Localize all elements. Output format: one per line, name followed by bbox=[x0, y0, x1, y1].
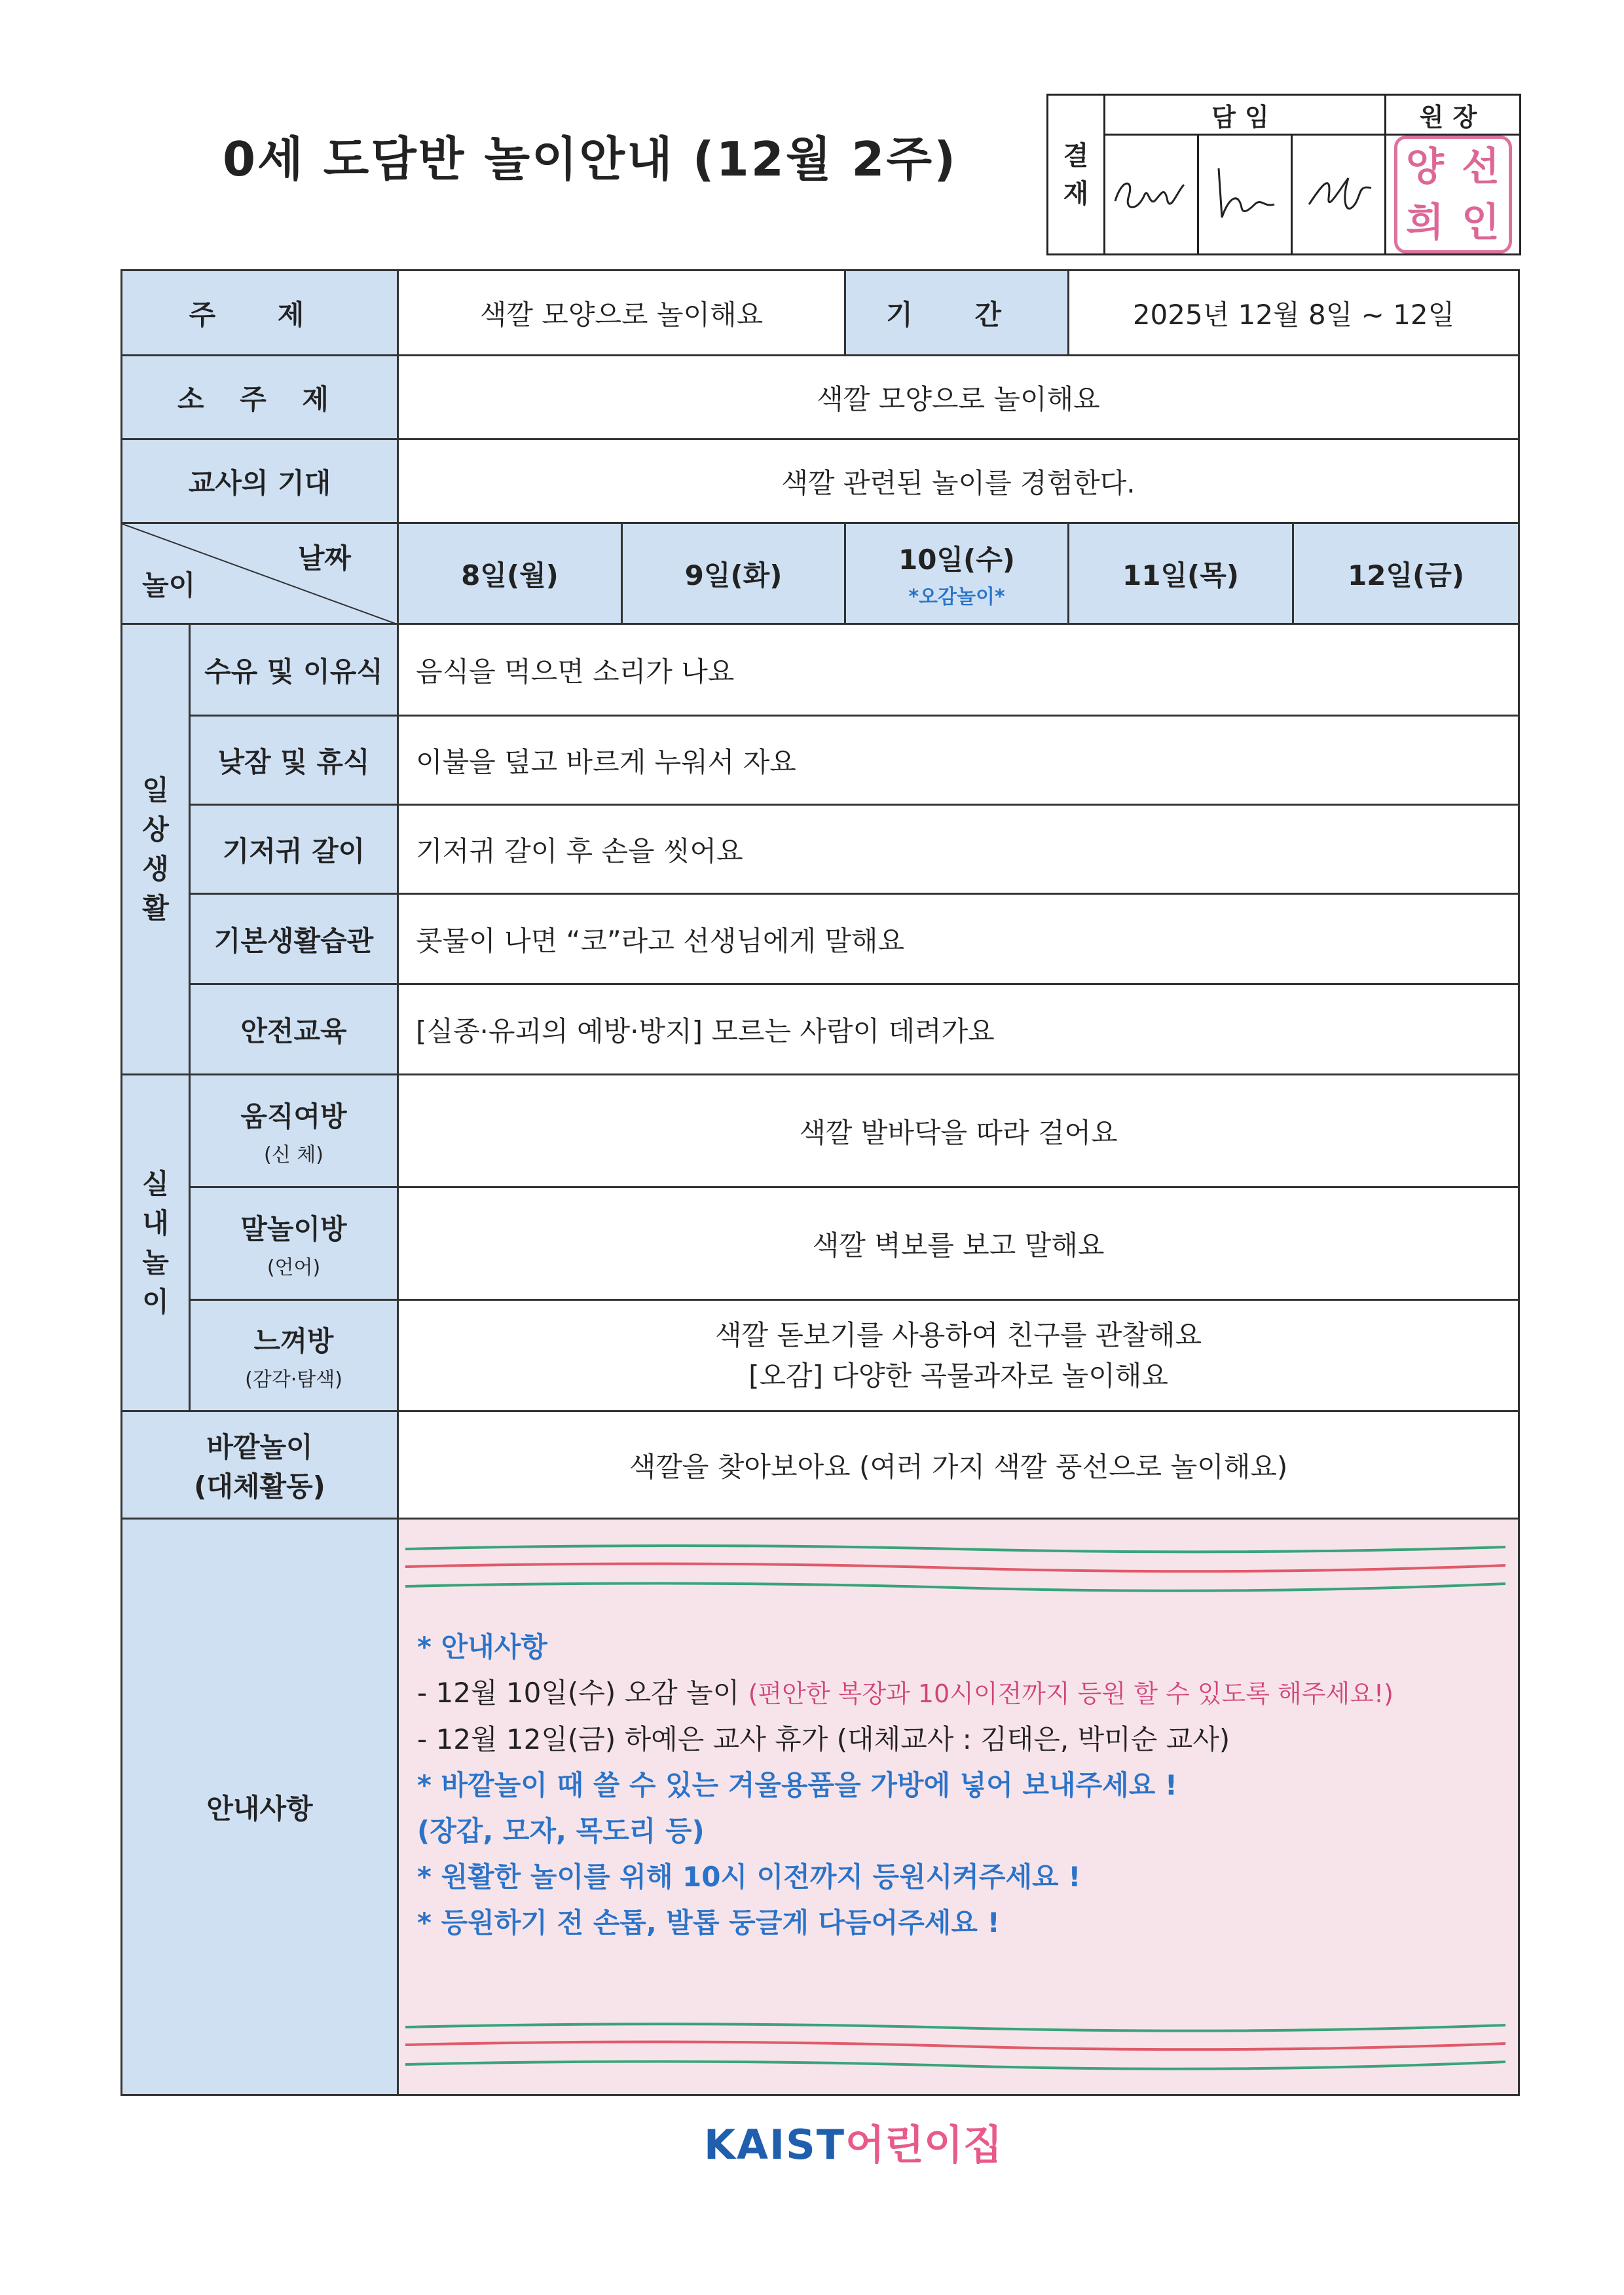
stamp-glyph: 양 bbox=[1406, 143, 1444, 190]
notice-label: 안내사항 bbox=[122, 1519, 398, 2095]
notice-line-2: - 12월 12일(금) 하예은 교사 휴가 (대체교사 : 김태은, 박미순 교사) bbox=[417, 1723, 1230, 1755]
indoor-row-label bbox=[190, 1300, 398, 1411]
period-label: 기 간 bbox=[845, 271, 1069, 356]
stamp-glyph: 인 bbox=[1462, 199, 1500, 246]
daily-row-value: 이불을 덮고 바르게 누워서 자요 bbox=[398, 716, 1519, 805]
daily-row-label: 수유 및 이유식 bbox=[190, 624, 398, 716]
notice-line-4: (장갑, 모자, 목도리 등) bbox=[417, 1815, 705, 1847]
day-header-3 bbox=[845, 523, 1069, 624]
expectation-label: 교사의 기대 bbox=[122, 439, 398, 523]
day-header-3-label: 10일(수) bbox=[898, 543, 1015, 576]
subtheme-label: 소 주 제 bbox=[122, 356, 398, 439]
notice-text bbox=[417, 1624, 1393, 1946]
indoor-row-value bbox=[398, 1075, 1519, 1187]
signature-1 bbox=[1105, 135, 1198, 255]
notice-line-1 bbox=[417, 1670, 1393, 1717]
indoor-value-2: [오감] 다양한 곡물과자로 놀이해요 bbox=[748, 1359, 1168, 1392]
indoor-row-value bbox=[398, 1187, 1519, 1300]
homeroom-header: 담임 bbox=[1105, 95, 1386, 135]
director-stamp bbox=[1394, 136, 1512, 253]
sensory-play-note: *오감놀이* bbox=[908, 585, 1005, 608]
decorative-wavy-lines-top bbox=[405, 1539, 1505, 1598]
day-header-1: 8일(월) bbox=[398, 523, 622, 624]
outdoor-value: 색깔을 찾아보아요 (여러 가지 색깔 풍선으로 놀이해요) bbox=[398, 1411, 1519, 1519]
day-header-5: 12일(금) bbox=[1293, 523, 1519, 624]
indoor-sub: (감각·탐색) bbox=[245, 1368, 342, 1391]
notice-line-1-text: - 12월 10일(수) 오감 놀이 bbox=[417, 1677, 748, 1709]
indoor-group-label: 실 내 놀 이 bbox=[122, 1075, 190, 1411]
indoor-label: 움직여방 bbox=[240, 1100, 347, 1132]
theme-value: 색깔 모양으로 놀이해요 bbox=[398, 271, 845, 356]
indoor-label: 느껴방 bbox=[253, 1324, 334, 1357]
play-label: 놀이 bbox=[142, 569, 196, 601]
approval-box bbox=[1046, 94, 1521, 255]
stamp-glyph: 희 bbox=[1406, 199, 1444, 246]
theme-label: 주 제 bbox=[122, 271, 398, 356]
stamp-glyph: 선 bbox=[1462, 143, 1500, 190]
kaist-daycare-logo bbox=[704, 2112, 1003, 2178]
daily-row-label: 기저귀 갈이 bbox=[190, 805, 398, 894]
expectation-value: 색깔 관련된 놀이를 경험한다. bbox=[398, 439, 1519, 523]
date-play-header bbox=[122, 523, 398, 624]
signature-2 bbox=[1198, 135, 1292, 255]
notice-panel bbox=[398, 1519, 1519, 2095]
decorative-wavy-lines-bottom bbox=[405, 2017, 1505, 2076]
notice-line-5: * 원활한 놀이를 위해 10시 이전까지 등원시켜주세요 ! bbox=[417, 1861, 1081, 1893]
outdoor-sub: (대체활동) bbox=[194, 1470, 325, 1502]
plan-table bbox=[120, 269, 1520, 2096]
indoor-label: 말놀이방 bbox=[240, 1212, 347, 1245]
notice-line-6: * 등원하기 전 손톱, 발톱 둥글게 다듬어주세요 ! bbox=[417, 1907, 1000, 1939]
period-value: 2025년 12월 8일 ~ 12일 bbox=[1069, 271, 1519, 356]
signature-3 bbox=[1292, 135, 1386, 255]
daily-row-value: 기저귀 갈이 후 손을 씻어요 bbox=[398, 805, 1519, 894]
indoor-row-value bbox=[398, 1300, 1519, 1411]
daily-life-group-label: 일 상 생 활 bbox=[122, 624, 190, 1075]
daily-row-label: 안전교육 bbox=[190, 984, 398, 1075]
subtheme-value: 색깔 모양으로 놀이해요 bbox=[398, 356, 1519, 439]
page-title: 0세 도담반 놀이안내 (12월 2주) bbox=[223, 132, 957, 187]
indoor-sub: (신 체) bbox=[264, 1143, 323, 1166]
daily-row-value: 콧물이 나면 “코”라고 선생님에게 말해요 bbox=[398, 894, 1519, 984]
date-label: 날짜 bbox=[297, 542, 351, 574]
day-header-2: 9일(화) bbox=[622, 523, 845, 624]
day-header-4: 11일(목) bbox=[1069, 523, 1293, 624]
director-header: 원장 bbox=[1386, 95, 1521, 135]
indoor-value: 색깔 돋보기를 사용하여 친구를 관찰해요 bbox=[714, 1318, 1202, 1351]
daily-row-value: [실종·유괴의 예방·방지] 모르는 사람이 데려가요 bbox=[398, 984, 1519, 1075]
daily-row-label: 낮잠 및 휴식 bbox=[190, 716, 398, 805]
indoor-value: 색깔 벽보를 보고 말해요 bbox=[812, 1229, 1105, 1261]
notice-heading: * 안내사항 bbox=[417, 1631, 547, 1663]
indoor-sub: (언어) bbox=[267, 1256, 321, 1279]
notice-line-1-highlight: (편안한 복장과 10시이전까지 등원 할 수 있도록 해주세요!) bbox=[748, 1679, 1393, 1708]
indoor-row-label bbox=[190, 1075, 398, 1187]
logo-daycare: 어린이집 bbox=[845, 2121, 1003, 2169]
notice-line-3: * 바깥놀이 때 쓸 수 있는 겨울용품을 가방에 넣어 보내주세요 ! bbox=[417, 1769, 1178, 1801]
outdoor-label: 바깥놀이 bbox=[206, 1430, 313, 1463]
indoor-value: 색깔 발바닥을 따라 걸어요 bbox=[799, 1116, 1118, 1149]
indoor-row-label bbox=[190, 1187, 398, 1300]
logo-kaist: KAIST bbox=[704, 2121, 846, 2169]
daily-row-value: 음식을 먹으면 소리가 나요 bbox=[398, 624, 1519, 716]
outdoor-label-cell bbox=[122, 1411, 398, 1519]
daily-row-label: 기본생활습관 bbox=[190, 894, 398, 984]
approval-label: 결 재 bbox=[1048, 95, 1105, 255]
director-stamp-cell bbox=[1386, 135, 1521, 255]
